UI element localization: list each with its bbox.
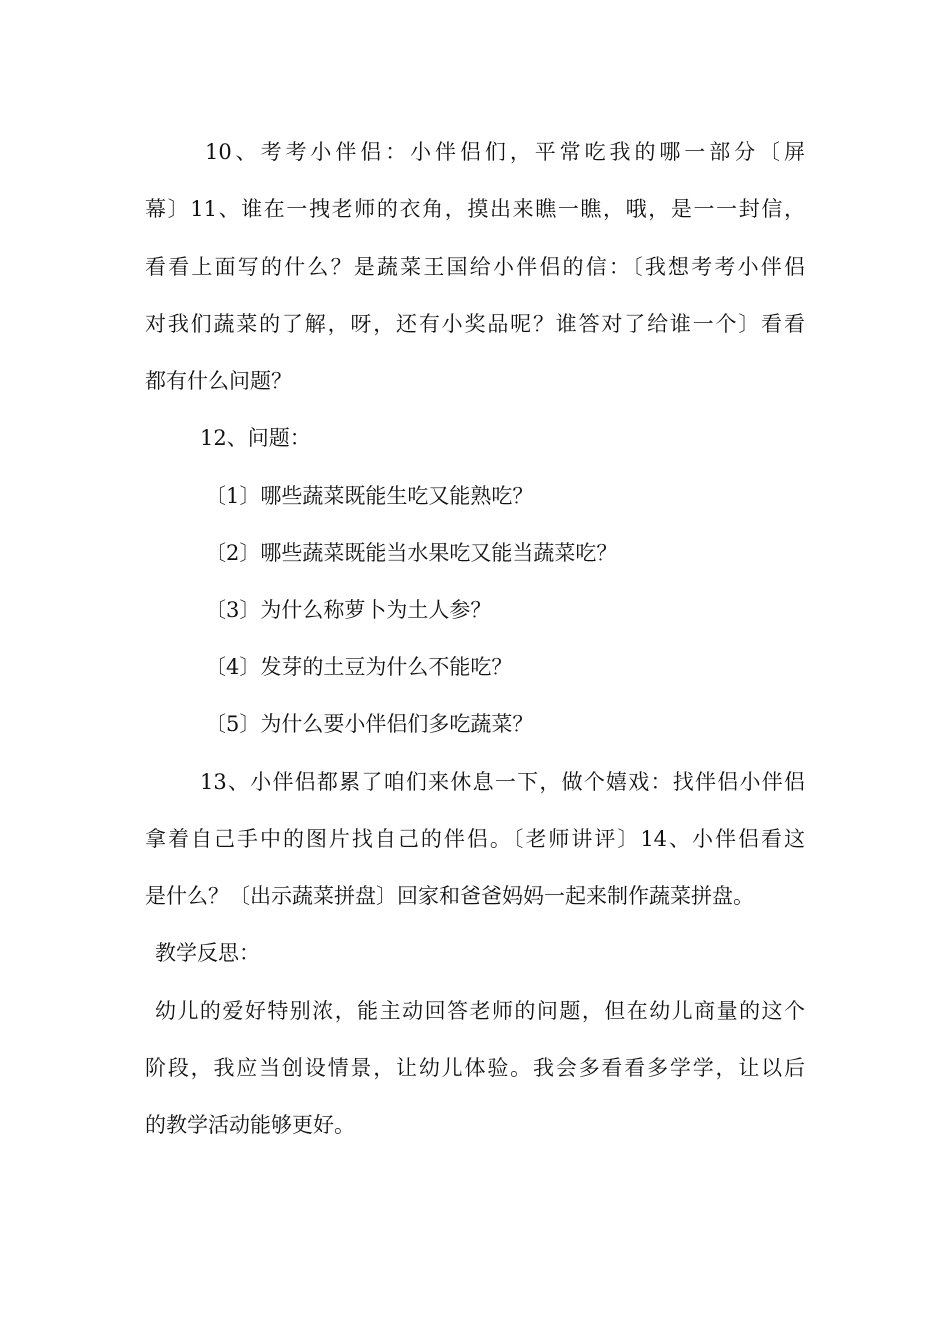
paragraph-13-line-1: 13、小伴侣都累了咱们来休息一下，做个嬉戏：找伴侣小伴侣 <box>200 770 805 794</box>
paragraph-13-line-3: 是什么？〔出示蔬菜拼盘〕回家和爸爸妈妈一起来制作蔬菜拼盘。 <box>145 884 754 908</box>
question-2: 〔2〕哪些蔬菜既能当水果吃又能当蔬菜吃？ <box>205 541 618 565</box>
paragraph-10-line-5: 都有什么问题？ <box>145 369 292 393</box>
question-4: 〔4〕发芽的土豆为什么不能吃？ <box>205 655 513 679</box>
reflection-line-1: 幼儿的爱好特别浓，能主动回答老师的问题，但在幼儿商量的这个 <box>155 999 805 1023</box>
question-3: 〔3〕为什么称萝卜为土人参？ <box>205 598 492 622</box>
reflection-line-2: 阶段，我应当创设情景，让幼儿体验。我会多看看多学学，让以后 <box>145 1056 805 1080</box>
reflection-line-3: 的教学活动能够更好。 <box>145 1113 355 1137</box>
paragraph-10-line-4: 对我们蔬菜的了解，呀，还有小奖品呢？谁答对了给谁一个〕看看 <box>145 312 805 336</box>
question-5: 〔5〕为什么要小伴侣们多吃蔬菜？ <box>205 712 534 736</box>
paragraph-10-line-1: 10、考考小伴侣：小伴侣们，平常吃我的哪一部分〔屏 <box>205 140 805 164</box>
paragraph-10-line-3: 看看上面写的什么？是蔬菜王国给小伴侣的信：〔我想考考小伴侣 <box>145 255 805 279</box>
questions-heading: 12、问题： <box>200 426 311 450</box>
question-1: 〔1〕哪些蔬菜既能生吃又能熟吃？ <box>205 484 534 508</box>
paragraph-13-line-2: 拿着自己手中的图片找自己的伴侣。〔老师讲评〕14、小伴侣看这 <box>145 827 805 851</box>
paragraph-10-line-2: 幕〕11、谁在一拽老师的衣角，摸出来瞧一瞧，哦，是一一封信， <box>145 197 805 221</box>
reflection-heading: 教学反思： <box>155 941 260 965</box>
